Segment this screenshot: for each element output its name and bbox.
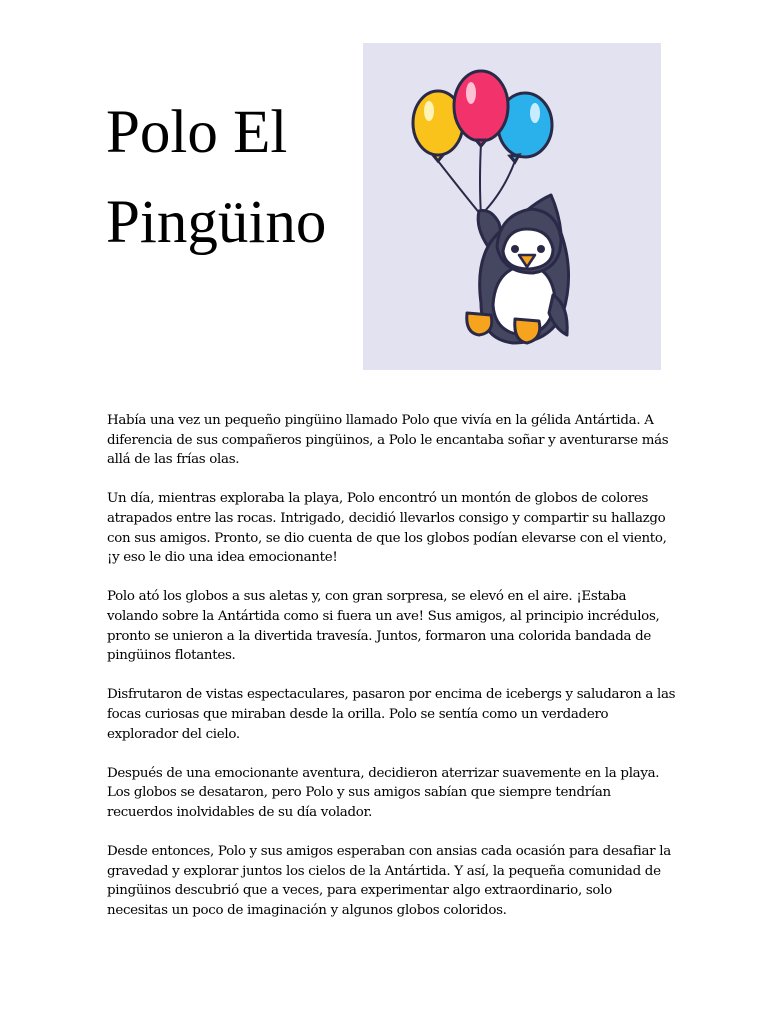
text-line: pingüinos flotantes.: [107, 648, 236, 664]
paragraph: [107, 842, 671, 921]
text-line: pingüinos descubrió que a veces, para experimentar algo extraordinario, solo: [107, 883, 612, 899]
text-line: focas curiosas que miraban desde la orilla. Polo se sentía como un verdadero: [107, 707, 609, 722]
text-line: atrapados entre las rocas. Intrigado, decidió llevarlos consigo y compartir su hallazgo: [107, 511, 666, 526]
title-line: Polo El: [106, 99, 288, 166]
text-line: Los globos se desataron, pero Polo y sus amigos sabían que siempre tendrían: [107, 785, 611, 801]
text-line: Un día, mientras exploraba la playa, Polo encontró un montón de globos de colores: [107, 491, 649, 507]
text-line: explorador del cielo.: [107, 726, 240, 742]
text-line: diferencia de sus compañeros pingüinos, a Polo le encantaba soñar y aventurarse más: [107, 432, 669, 448]
text-line: volando sobre la Antártida como si fuera un ave! Sus amigos, al principio incrédulos,: [107, 609, 660, 624]
text-line: Había una vez un pequeño pingüino llamado Polo que vivía en la gélida Antártida. A: [107, 413, 654, 428]
text-line: pronto se unieron a la divertida travesía. Juntos, formaron una colorida bandada de: [107, 628, 652, 644]
text-line: Desde entonces, Polo y sus amigos esperaban con ansias cada ocasión para desafiar la: [107, 843, 671, 859]
page-title: [106, 88, 346, 268]
story-text: [107, 411, 676, 940]
paragraph: [107, 685, 676, 744]
text-line: Polo ató los globos a sus aletas y, con gran sorpresa, se elevó en el aire. ¡Estaba: [107, 589, 627, 605]
text-line: necesitas un poco de imaginación y algunos globos coloridos.: [107, 903, 507, 918]
text-line: con sus amigos. Pronto, se dio cuenta de que los globos podían elevarse con el viento,: [107, 530, 667, 546]
paragraph: [107, 764, 667, 823]
paragraph: [107, 587, 667, 666]
paragraph: [107, 489, 667, 568]
text-line: recuerdos inolvidables de su día volador.: [107, 805, 373, 820]
text-line: allá de las frías olas.: [107, 452, 240, 468]
penguin-with-balloons-icon: [363, 43, 661, 370]
paragraph: [107, 411, 667, 470]
text-line: ¡y eso le dio una idea emocionante!: [107, 550, 338, 566]
title-line: Pingüino: [106, 189, 327, 256]
text-line: Disfrutaron de vistas espectaculares, pasaron por encima de icebergs y saludaron a las: [107, 687, 676, 703]
text-line: gravedad y explorar juntos los cielos de la Antártida. Y así, la pequeña comunidad de: [107, 863, 661, 879]
text-line: Después de una emocionante aventura, decidieron aterrizar suavemente en la playa.: [107, 765, 660, 781]
